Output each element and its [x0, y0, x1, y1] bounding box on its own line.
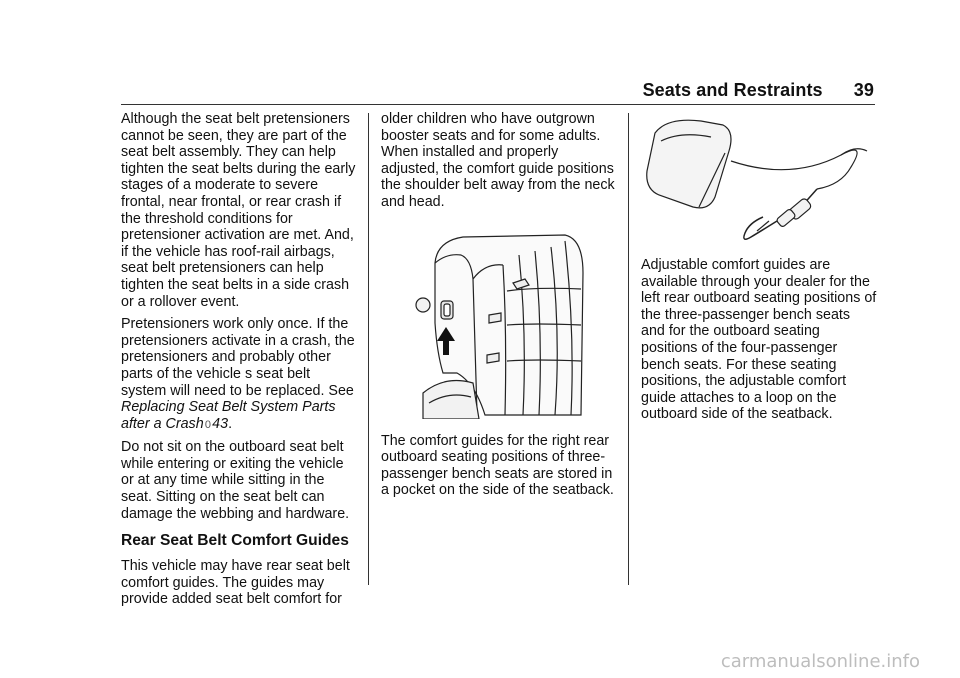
page-ref-symbol: 0 [204, 418, 211, 431]
page-ref-number[interactable]: 43 [212, 415, 229, 432]
header-rule [121, 104, 875, 105]
paragraph-do-not-sit: Do not sit on the outboard seat belt while entering or exiting the vehicle or at any time while sitting in the seat. Sitting on the seat belt can damage the webbing and hardware. [121, 439, 350, 522]
column-3 [641, 111, 877, 429]
paragraph-end: . [228, 415, 233, 432]
column-1 [121, 111, 357, 614]
seatback-pocket-illustration [415, 233, 587, 419]
paragraph-comfort-guides-intro: This vehicle may have rear seat belt comfort guides. The guides may provide added seat belt comfort for [121, 558, 350, 608]
paragraph-adjustable-guides: Adjustable comfort guides are available through your dealer for the left rear outboard seating positions of the three-passenger bench seats and for the outboard seating positions of the four-passenger bench seats. For these seating positions, the adjustable comfort guide attaches to a loop on the outboard side of the seatback. [641, 257, 877, 423]
paragraph-pretensioners: Although the seat belt pretensioners cannot be seen, they are part of the seat belt assembly. They can help tighten the seat belts during the early stages of a moderate to severe frontal, near frontal, or rear crash if the threshold conditions for pretensioner activation are met. And, if the vehicle has roof-rail airbags, seat belt pretensioners can help tighten the seat belts in a side crash or a rollover event. [121, 111, 356, 310]
column-2 [381, 111, 617, 505]
paragraph-text: Pretensioners work only once. If the pretensioners activate in a crash, the pretensioners and probably other parts of the vehicle s seat belt system will need to be replaced. See [121, 316, 355, 399]
column-divider-2 [628, 113, 629, 585]
adjustable-comfort-guide-illustration [641, 111, 873, 245]
cross-reference-link[interactable]: Replacing Seat Belt System Parts after a Crash [121, 399, 336, 432]
column-divider-1 [368, 113, 369, 585]
page-number: 39 [853, 80, 874, 100]
paragraph-pretensioners-once [121, 316, 357, 433]
section-heading: Rear Seat Belt Comfort Guides [121, 532, 349, 550]
paragraph-comfort-guides-storage: The comfort guides for the right rear outboard seating positions of three-passenger bench seats are stored in a pocket on the side of the seatback. [381, 432, 614, 499]
page-header [643, 80, 874, 101]
paragraph-comfort-guide-purpose: older children who have outgrown booster seats and for some adults. When installed and properly adjusted, the comfort guide positions the shoulder belt away from the neck and head. [381, 111, 615, 210]
section-title: Seats and Restraints [642, 80, 823, 100]
watermark: carmanualsonline.info [720, 651, 920, 672]
